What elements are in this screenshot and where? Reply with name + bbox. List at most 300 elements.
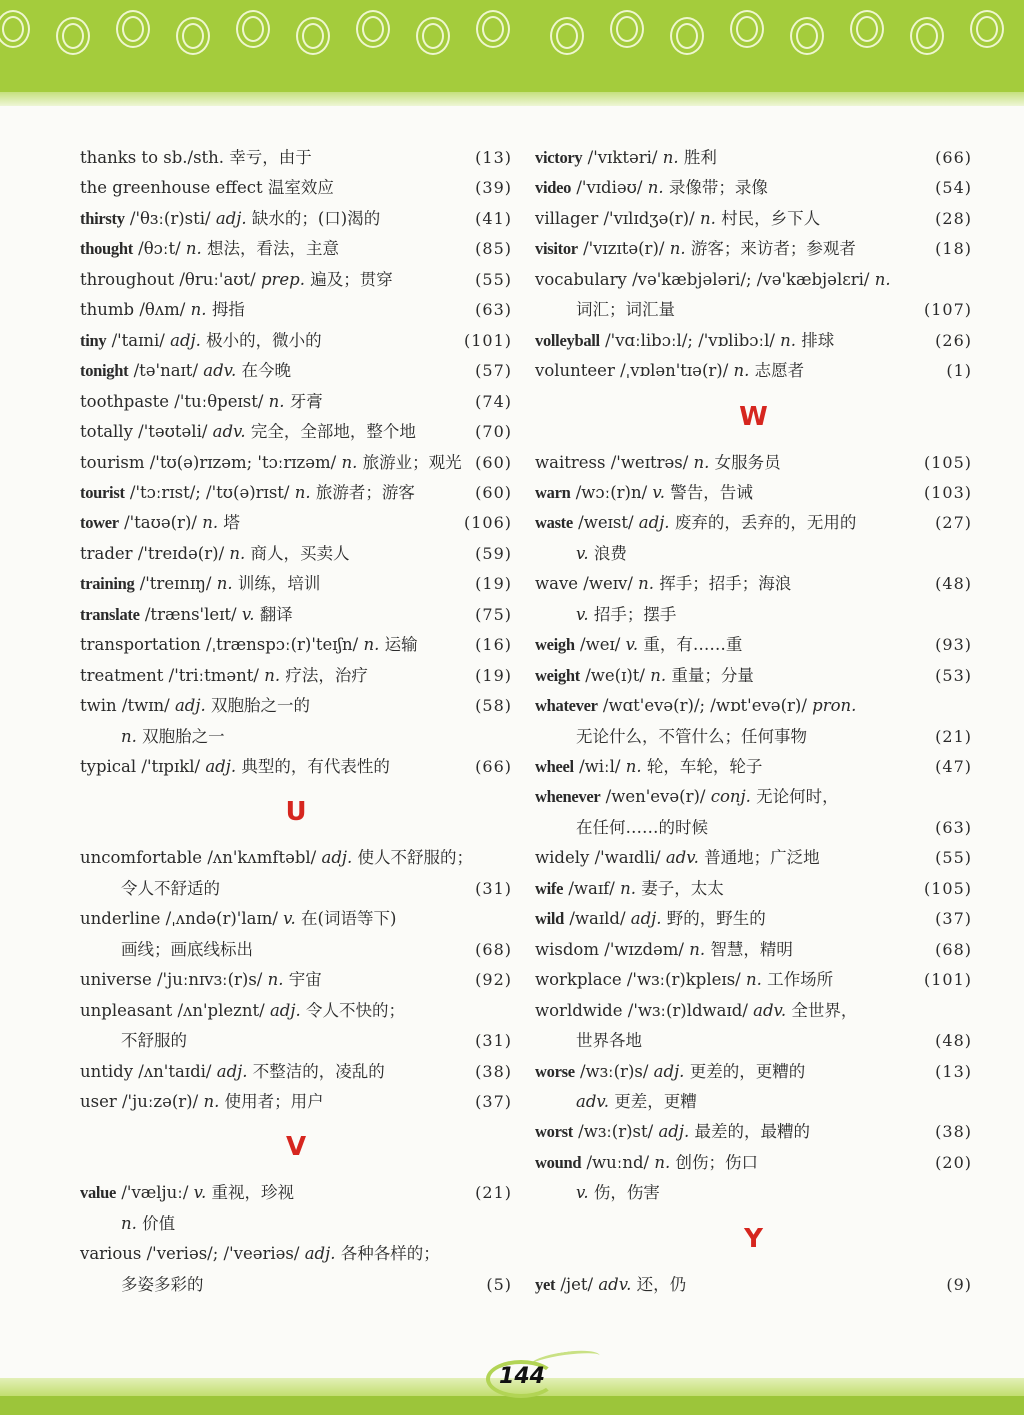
headword: wild xyxy=(535,909,565,929)
phonetic: /'taʊə(r)/ xyxy=(124,513,197,533)
phonetic: /'treɪdə(r)/ xyxy=(137,543,225,563)
phonetic: /wɜː(r)s/ xyxy=(579,1061,649,1081)
part-of-speech: n. xyxy=(190,300,207,320)
phonetic: /və'kæbjələri/; /və'kæbjəlɛri/ xyxy=(632,269,870,289)
definition: 工作场所 xyxy=(767,970,834,990)
glossary-entry-continuation xyxy=(576,1178,660,1208)
glossary-entry xyxy=(535,173,768,203)
phonetic: /'tʊ(ə)rɪzəm; 'tɔːrɪzəm/ xyxy=(149,452,337,472)
headword: tiny xyxy=(80,330,107,350)
definition: 世界各地 xyxy=(576,1031,642,1051)
page-reference: (38) xyxy=(935,1122,972,1142)
glossary-entry xyxy=(80,843,473,873)
glossary-entry xyxy=(80,143,312,173)
part-of-speech: adj. xyxy=(205,757,237,776)
page-reference: (38) xyxy=(475,1061,512,1081)
definition: 浪费 xyxy=(593,543,627,563)
glossary-entry xyxy=(535,965,833,995)
glossary-entry xyxy=(535,204,820,234)
ring-ornament-icon xyxy=(236,10,270,48)
ring-ornament-icon xyxy=(730,10,764,48)
phonetic: /ʌn'taɪdi/ xyxy=(138,1061,212,1081)
glossary-entry xyxy=(80,630,418,660)
definition: 更差的，更糟的 xyxy=(689,1061,806,1081)
headword: translate xyxy=(80,604,140,624)
glossary-entry xyxy=(80,1178,294,1208)
definition: 各种各样的； xyxy=(340,1244,440,1264)
phonetic: /'tuːθpeɪst/ xyxy=(174,391,264,411)
glossary-entry xyxy=(80,173,334,203)
headword: waste xyxy=(535,513,573,533)
part-of-speech: adj. xyxy=(174,696,206,716)
definition: 令人不快的； xyxy=(305,1000,405,1020)
phonetic: /'vɪzɪtə(r)/ xyxy=(583,239,665,259)
glossary-entry xyxy=(535,996,857,1026)
definition: 牙膏 xyxy=(289,391,323,411)
part-of-speech: v. xyxy=(576,1183,589,1203)
headword: treatment xyxy=(80,665,164,685)
page-reference: (66) xyxy=(475,757,512,776)
headword: totally xyxy=(80,422,133,442)
ring-ornament-icon xyxy=(850,10,884,48)
definition: 使用者；用户 xyxy=(224,1091,324,1111)
definition: 普通地；广泛地 xyxy=(704,848,820,868)
glossary-entry-continuation xyxy=(576,813,708,843)
phonetic: /'θɜː(r)sti/ xyxy=(129,208,211,228)
phonetic: /'təʊtəli/ xyxy=(138,422,208,442)
page-reference: (107) xyxy=(923,300,972,320)
glossary-entry xyxy=(535,935,793,965)
page-reference: (9) xyxy=(946,1274,972,1294)
part-of-speech: v. xyxy=(625,635,639,655)
definition: 重，有……重 xyxy=(643,635,743,655)
definition: 废弃的，丢弃的，无用的 xyxy=(674,513,857,533)
definition: 缺水的；(口)渴的 xyxy=(251,208,381,228)
glossary-entry-continuation xyxy=(576,1026,642,1056)
phonetic: /'weɪtrəs/ xyxy=(610,452,689,472)
headword: value xyxy=(80,1183,117,1203)
definition: 在任何……的时候 xyxy=(576,817,708,837)
definition: 拇指 xyxy=(211,300,245,320)
part-of-speech: n. xyxy=(202,513,219,533)
page-reference: (1) xyxy=(946,361,972,381)
page-reference: (28) xyxy=(935,208,972,228)
part-of-speech: n. xyxy=(625,757,642,776)
ring-ornament-icon xyxy=(970,10,1004,48)
part-of-speech: n. xyxy=(745,970,762,990)
page-reference: (53) xyxy=(935,665,972,685)
definition: 旅游业；观光 xyxy=(362,452,462,472)
page-reference: (63) xyxy=(935,817,972,837)
page-reference: (66) xyxy=(935,148,972,167)
headword: unpleasant xyxy=(80,1000,173,1020)
glossary-entry xyxy=(80,204,380,234)
part-of-speech: v. xyxy=(576,604,589,624)
part-of-speech: n. xyxy=(229,543,246,563)
definition: 训练，培训 xyxy=(237,574,321,594)
part-of-speech: n. xyxy=(689,939,706,959)
ring-ornament-icon xyxy=(176,17,210,55)
glossary-entry xyxy=(535,448,781,478)
glossary-entry xyxy=(80,295,245,325)
part-of-speech: n. xyxy=(647,178,664,198)
page-reference: (47) xyxy=(935,757,972,776)
definition: 画线；画底线标出 xyxy=(121,939,253,959)
headword: twin xyxy=(80,696,117,716)
phonetic: /'triːtmənt/ xyxy=(168,665,259,685)
page-reference: (105) xyxy=(923,878,972,898)
page-reference: (85) xyxy=(475,239,512,259)
phonetic: /ˌtrænspɔː(r)'teɪʃn/ xyxy=(206,635,359,655)
phonetic: /'waɪdli/ xyxy=(594,848,661,868)
glossary-entry xyxy=(535,478,753,508)
ring-ornament-icon xyxy=(296,17,330,55)
headword: worldwide xyxy=(535,1000,623,1020)
page-reference: (74) xyxy=(475,391,512,411)
phonetic: /'treɪnɪŋ/ xyxy=(139,574,212,594)
part-of-speech: n. xyxy=(620,878,636,898)
page-reference: (37) xyxy=(475,1091,512,1111)
headword: throughout xyxy=(80,269,175,289)
headword: workplace xyxy=(535,970,622,990)
glossary-entry xyxy=(80,326,322,356)
phonetic: /wuːnd/ xyxy=(586,1152,650,1172)
definition: 极小的，微小的 xyxy=(206,330,322,350)
part-of-speech: n. xyxy=(650,665,667,685)
page-reference: (55) xyxy=(475,269,512,289)
part-of-speech: adj. xyxy=(215,208,247,228)
definition: 更差，更糟 xyxy=(614,1091,697,1111)
definition: 胜利 xyxy=(683,148,717,167)
page-reference: (68) xyxy=(935,939,972,959)
part-of-speech: v. xyxy=(576,543,589,563)
phonetic: /twɪn/ xyxy=(121,696,170,716)
glossary-entry xyxy=(80,904,396,934)
part-of-speech: n. xyxy=(216,574,233,594)
headword: various xyxy=(80,1244,142,1264)
page-reference: (48) xyxy=(935,1031,972,1051)
part-of-speech: n. xyxy=(341,452,358,472)
phonetic: /træns'leɪt/ xyxy=(144,604,237,624)
page-reference: (18) xyxy=(935,239,972,259)
glossary-entry xyxy=(535,143,717,173)
page-reference: (55) xyxy=(935,848,972,868)
definition: 典型的，有代表性的 xyxy=(241,757,390,776)
phonetic: /wɑt'evə(r)/; /wɒt'evə(r)/ xyxy=(602,696,807,716)
definition: 价值 xyxy=(142,1213,176,1233)
phonetic: /'vɪdiəʊ/ xyxy=(576,178,643,198)
part-of-speech: adv. xyxy=(598,1274,632,1294)
phonetic: /wɜː(r)st/ xyxy=(578,1122,654,1142)
glossary-entry xyxy=(80,1087,324,1117)
part-of-speech: n. xyxy=(693,452,710,472)
definition: 商人，买卖人 xyxy=(250,543,350,563)
headword: vocabulary xyxy=(535,269,627,289)
part-of-speech: n. xyxy=(121,1213,137,1233)
section-letter-heading: W xyxy=(739,401,768,432)
page-reference: (19) xyxy=(475,665,512,685)
part-of-speech: adv. xyxy=(665,848,699,868)
part-of-speech: adj. xyxy=(170,330,201,350)
definition: 想法，看法，主意 xyxy=(207,239,340,259)
definition: 塔 xyxy=(223,513,240,533)
definition: 令人不舒适的 xyxy=(121,878,220,898)
part-of-speech: v. xyxy=(652,482,666,502)
glossary-entry xyxy=(535,752,762,782)
headword: thanks to sb./sth. xyxy=(80,148,225,167)
headword: worse xyxy=(535,1061,575,1081)
glossary-entry xyxy=(80,448,462,478)
page-reference: (16) xyxy=(475,635,512,655)
glossary-entry xyxy=(535,904,766,934)
part-of-speech: v. xyxy=(193,1183,207,1203)
headword: widely xyxy=(535,848,590,868)
phonetic: /ˌvɒlən'tɪə(r)/ xyxy=(620,361,729,381)
definition: 使人不舒服的； xyxy=(357,848,474,868)
definition: 最差的，最糟的 xyxy=(694,1122,810,1142)
ring-ornament-icon xyxy=(550,17,584,55)
phonetic: /'tɔːrɪst/; /'tʊ(ə)rɪst/ xyxy=(129,482,290,502)
definition: 轮，车轮，轮子 xyxy=(646,757,763,776)
glossary-entry xyxy=(535,265,891,295)
phonetic: /'wɜː(r)kpleɪs/ xyxy=(626,970,741,990)
page-reference: (57) xyxy=(475,361,512,381)
part-of-speech: adv. xyxy=(753,1000,787,1020)
part-of-speech: n. xyxy=(294,482,311,502)
phonetic: /waɪf/ xyxy=(568,878,615,898)
part-of-speech: n. xyxy=(267,970,284,990)
definition: 词汇；词汇量 xyxy=(576,300,675,320)
definition: 女服务员 xyxy=(714,452,781,472)
page-reference: (60) xyxy=(475,482,512,502)
definition: 志愿者 xyxy=(754,361,805,381)
headword: whatever xyxy=(535,696,598,716)
headword: wisdom xyxy=(535,939,600,959)
ring-ornament-icon xyxy=(116,10,150,48)
glossary-entry xyxy=(80,478,415,508)
phonetic: /'wɜː(r)ldwaɪd/ xyxy=(627,1000,748,1020)
headword: waitress xyxy=(535,452,606,472)
headword: volleyball xyxy=(535,330,600,350)
glossary-entry-continuation xyxy=(121,935,253,965)
definition: 不整洁的，凌乱的 xyxy=(252,1061,385,1081)
glossary-entry-continuation xyxy=(121,874,220,904)
definition: 无论何时， xyxy=(756,787,839,807)
glossary-entry xyxy=(80,387,323,417)
glossary-entry-continuation xyxy=(576,295,675,325)
glossary-entry xyxy=(535,1270,686,1300)
glossary-entry xyxy=(80,234,339,264)
headword: training xyxy=(80,574,135,594)
headword: warn xyxy=(535,482,571,502)
page-reference: (20) xyxy=(935,1152,972,1172)
glossary-entry xyxy=(80,539,350,569)
phonetic: /'taɪni/ xyxy=(111,330,165,350)
glossary-entry xyxy=(535,843,820,873)
definition: 双胞胎之一 xyxy=(142,726,225,746)
part-of-speech: adj. xyxy=(653,1061,685,1081)
headword: villager xyxy=(535,208,599,228)
definition: 宇宙 xyxy=(288,970,322,990)
page-reference: (101) xyxy=(463,330,512,350)
glossary-entry xyxy=(80,965,322,995)
part-of-speech: n. xyxy=(203,1091,220,1111)
glossary-entry xyxy=(80,356,291,386)
part-of-speech: prep. xyxy=(260,269,305,289)
headword: wheel xyxy=(535,757,574,776)
page-reference: (5) xyxy=(486,1274,512,1294)
glossary-entry xyxy=(535,782,839,812)
part-of-speech: n. xyxy=(268,391,285,411)
glossary-entry xyxy=(80,265,393,295)
glossary-entry xyxy=(535,874,724,904)
page-reference: (13) xyxy=(475,148,512,167)
part-of-speech: n. xyxy=(638,574,655,594)
phonetic: /we(ɪ)t/ xyxy=(585,665,645,685)
phonetic: /tə'naɪt/ xyxy=(133,361,198,381)
glossary-entry-continuation xyxy=(121,1209,175,1239)
headword: tourism xyxy=(80,452,145,472)
part-of-speech: n. xyxy=(185,239,202,259)
part-of-speech: adj. xyxy=(658,1122,690,1142)
part-of-speech: adv. xyxy=(212,422,246,442)
page-reference: (93) xyxy=(935,635,972,655)
phonetic: /θɔːt/ xyxy=(138,239,181,259)
phonetic: /wen'evə(r)/ xyxy=(605,787,706,807)
glossary-entry xyxy=(535,691,856,721)
definition: 智慧，精明 xyxy=(710,939,793,959)
definition: 排球 xyxy=(801,330,835,350)
definition: 挥手；招手；海浪 xyxy=(659,574,792,594)
headword: tower xyxy=(80,513,119,533)
headword: uncomfortable xyxy=(80,848,203,868)
part-of-speech: n. xyxy=(264,665,281,685)
part-of-speech: adj. xyxy=(321,848,353,868)
headword: tonight xyxy=(80,361,129,381)
part-of-speech: n. xyxy=(669,239,686,259)
phonetic: /ˌʌndə(r)'laɪn/ xyxy=(165,909,278,929)
glossary-entry xyxy=(80,600,293,630)
page-reference: (31) xyxy=(475,1031,512,1051)
headword: wound xyxy=(535,1152,582,1172)
glossary-entry-continuation xyxy=(121,1026,187,1056)
phonetic: /'væljuː/ xyxy=(121,1183,189,1203)
definition: 完全，全部地，整个地 xyxy=(250,422,416,442)
definition: 游客；来访者；参观者 xyxy=(690,239,856,259)
headword: universe xyxy=(80,970,152,990)
definition: 招手；摆手 xyxy=(593,604,677,624)
definition: 在今晚 xyxy=(241,361,292,381)
phonetic: /'vɑːlibɔːl/; /'vɒlibɔːl/ xyxy=(605,330,775,350)
part-of-speech: v. xyxy=(241,604,255,624)
page-reference: (75) xyxy=(475,604,512,624)
phonetic: /weɪv/ xyxy=(583,574,633,594)
glossary-entry xyxy=(535,234,856,264)
phonetic: /'tɪpɪkl/ xyxy=(141,757,201,776)
glossary-entry xyxy=(535,508,856,538)
page-reference: (105) xyxy=(923,452,972,472)
definition: 温室效应 xyxy=(267,178,334,198)
phonetic: /'vɪktəri/ xyxy=(587,148,658,167)
ring-ornament-icon xyxy=(910,17,944,55)
definition: 遍及；贯穿 xyxy=(310,269,393,289)
definition: 翻译 xyxy=(259,604,293,624)
section-letter-heading: Y xyxy=(744,1223,763,1254)
headword: untidy xyxy=(80,1061,134,1081)
phonetic: /waɪld/ xyxy=(569,909,626,929)
phonetic: /weɪ/ xyxy=(580,635,621,655)
definition: 重量；分量 xyxy=(671,665,754,685)
headword: victory xyxy=(535,148,583,167)
page-reference: (63) xyxy=(475,300,512,320)
phonetic: /'vɪlɪdʒə(r)/ xyxy=(603,208,695,228)
page-reference: (21) xyxy=(475,1183,512,1203)
headword: visitor xyxy=(535,239,578,259)
glossary-entry xyxy=(535,1148,758,1178)
glossary-entry xyxy=(535,569,791,599)
page-reference: (68) xyxy=(475,939,512,959)
part-of-speech: pron. xyxy=(812,696,857,716)
page-reference: (70) xyxy=(475,422,512,442)
phonetic: /θruː'aʊt/ xyxy=(179,269,256,289)
definition: 重视，珍视 xyxy=(211,1183,295,1203)
page-reference: (39) xyxy=(475,178,512,198)
part-of-speech: n. xyxy=(662,148,679,167)
glossary-entry xyxy=(80,996,405,1026)
ring-ornament-icon xyxy=(356,10,390,48)
part-of-speech: adj. xyxy=(304,1244,336,1264)
part-of-speech: n. xyxy=(874,269,891,289)
definition: 疗法，治疗 xyxy=(285,665,368,685)
headword: whenever xyxy=(535,787,601,807)
part-of-speech: n. xyxy=(780,330,797,350)
part-of-speech: adv. xyxy=(576,1091,610,1111)
glossary-entry-continuation xyxy=(576,722,807,752)
page-reference: (101) xyxy=(923,970,972,990)
glossary-entry xyxy=(80,508,240,538)
page-reference: (31) xyxy=(475,878,512,898)
headword: worst xyxy=(535,1122,573,1142)
headword: typical xyxy=(80,757,137,776)
headword: wave xyxy=(535,574,579,594)
headword: underline xyxy=(80,909,161,929)
headword: video xyxy=(535,178,572,198)
headword: yet xyxy=(535,1274,556,1294)
part-of-speech: n. xyxy=(654,1152,671,1172)
page-reference: (92) xyxy=(475,970,512,990)
glossary-entry xyxy=(535,661,754,691)
glossary-entry xyxy=(80,569,320,599)
definition: 旅游者；游客 xyxy=(315,482,415,502)
phonetic: /'wɪzdəm/ xyxy=(604,939,684,959)
headword: volunteer xyxy=(535,361,615,381)
part-of-speech: n. xyxy=(363,635,380,655)
part-of-speech: adj. xyxy=(638,513,670,533)
ring-ornament-icon xyxy=(610,10,644,48)
header-fade xyxy=(0,92,1024,106)
headword: trader xyxy=(80,543,133,563)
page-reference: (41) xyxy=(475,208,512,228)
headword: toothpaste xyxy=(80,391,170,411)
definition: 还，仍 xyxy=(636,1274,687,1294)
phonetic: /θʌm/ xyxy=(139,300,186,320)
phonetic: /'juːzə(r)/ xyxy=(122,1091,199,1111)
definition: 野的，野生的 xyxy=(666,909,766,929)
definition: 创伤；伤口 xyxy=(675,1152,758,1172)
definition: 在(词语等下) xyxy=(301,909,397,929)
phonetic: /ʌn'kʌmftəbl/ xyxy=(207,848,317,868)
glossary-entry-continuation xyxy=(576,1087,697,1117)
